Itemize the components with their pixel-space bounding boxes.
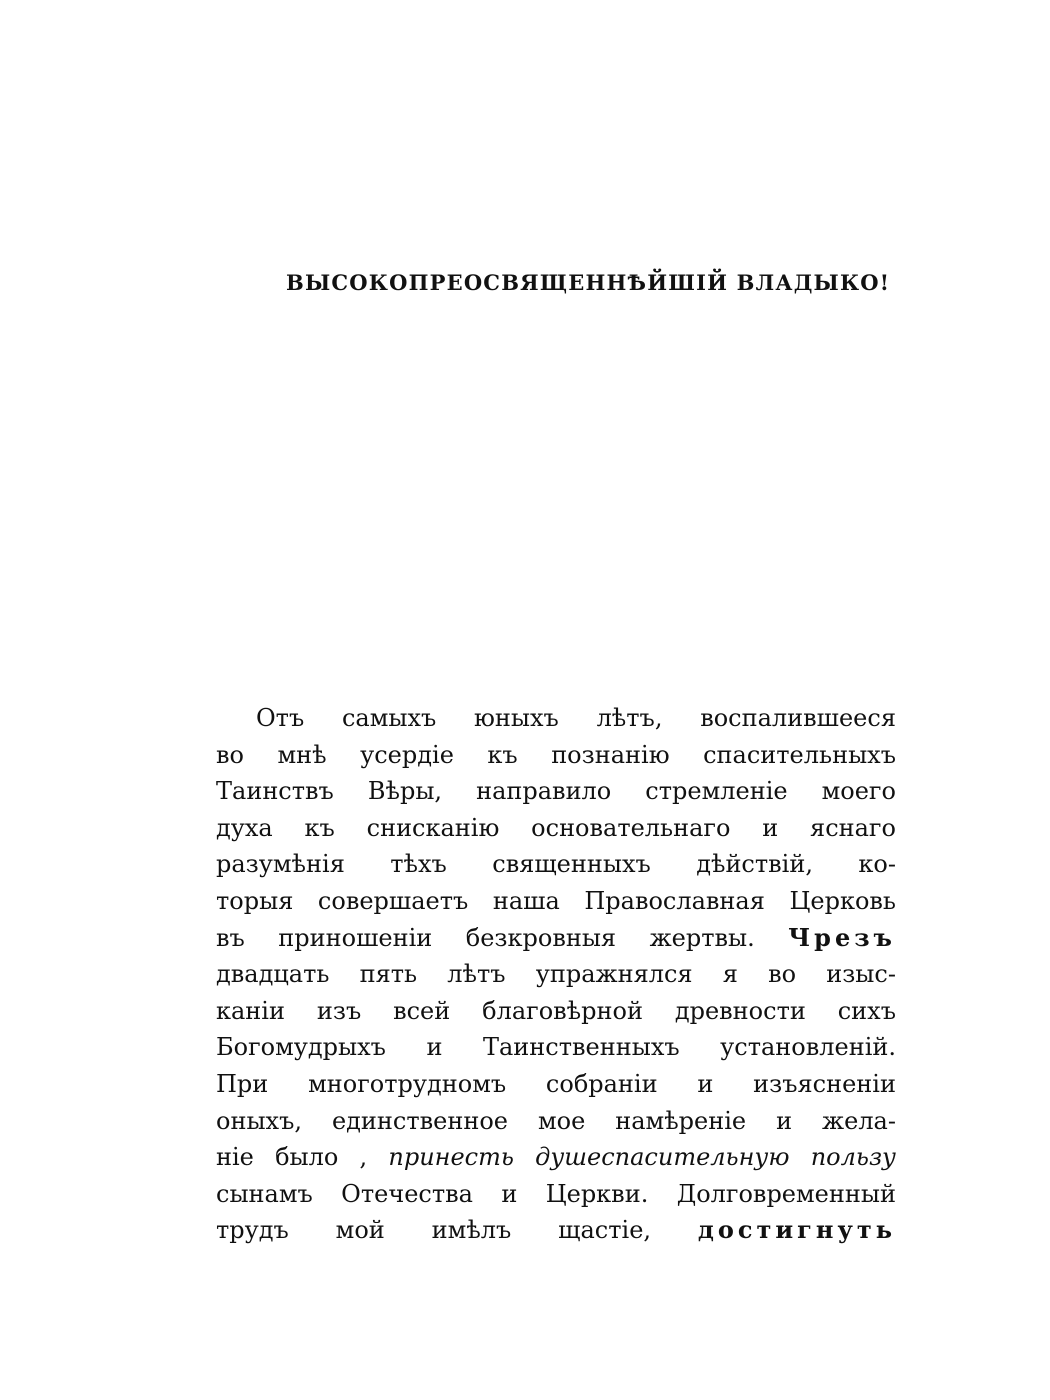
word: познанію: [551, 740, 670, 769]
word: я: [722, 960, 738, 989]
word: самыхъ: [341, 704, 437, 732]
word: имѣлъ: [431, 1216, 512, 1245]
word: упражнялся: [535, 960, 693, 989]
word: При: [216, 1069, 269, 1098]
word: душеспасительную: [535, 1143, 790, 1172]
word: всей: [393, 996, 451, 1025]
word: мое: [537, 1106, 586, 1135]
word: моего: [821, 777, 896, 806]
word: сынамъ: [216, 1179, 313, 1208]
word: мнѣ: [277, 740, 327, 769]
word: приношеніи: [278, 923, 433, 952]
word: священныхъ: [492, 850, 651, 879]
word: двадцать: [216, 960, 330, 989]
word: было: [275, 1143, 339, 1172]
word: Отъ: [256, 704, 305, 732]
word: Богомудрыхъ: [216, 1033, 386, 1062]
word: Долговременный: [676, 1179, 896, 1208]
word: единственное: [331, 1106, 508, 1135]
text-line: [216, 1066, 896, 1103]
dedication-heading: ВЫСОКОПРЕОСВЯЩЕННѢЙШІЙ ВЛАДЫКО!: [286, 270, 891, 295]
text-line: [216, 810, 896, 847]
word: Церкви.: [545, 1179, 649, 1208]
word: изыс-: [826, 960, 896, 989]
word: усердіе: [360, 740, 454, 769]
text-line: [216, 883, 896, 920]
word: оныхъ,: [216, 1106, 302, 1135]
text-line: [216, 773, 896, 810]
text-line: [216, 846, 896, 883]
word: къ: [487, 740, 518, 769]
word: ко-: [858, 850, 896, 879]
word: лѣтъ,: [596, 704, 663, 732]
word: Церковь: [789, 886, 896, 915]
text-line: [216, 737, 896, 774]
word: принесть: [388, 1143, 514, 1172]
word: древности: [674, 996, 806, 1025]
word: изъ: [316, 996, 362, 1025]
word: стремленіе: [645, 777, 788, 806]
text-line: [216, 1103, 896, 1140]
word: спасительныхъ: [703, 740, 896, 769]
word: жела-: [822, 1106, 896, 1135]
word: многотрудномъ: [308, 1069, 507, 1098]
word: воспалившееся: [700, 704, 896, 732]
word: собраніи: [545, 1069, 658, 1098]
word: пользу: [810, 1143, 896, 1172]
text-line: [216, 1139, 896, 1176]
text-line: [216, 1176, 896, 1213]
word: трудъ: [216, 1216, 289, 1245]
word: направило: [476, 777, 612, 806]
word: основательнаго: [531, 813, 731, 842]
dedication-body: [216, 700, 896, 1249]
word: Отечества: [341, 1179, 473, 1208]
word: лѣтъ: [447, 960, 506, 989]
word: мой: [335, 1216, 385, 1245]
text-line: [216, 1212, 896, 1249]
word: Таинственныхъ: [482, 1033, 680, 1062]
word: установленій.: [720, 1033, 896, 1062]
word: снисканію: [366, 813, 500, 842]
word: и: [762, 813, 779, 842]
word: Чрезъ: [788, 922, 896, 952]
text-line: [216, 700, 896, 737]
word: Таинствъ: [216, 777, 334, 806]
text-line: [216, 1029, 896, 1066]
word: разумѣнія: [216, 850, 345, 879]
word: жертвы.: [649, 923, 755, 952]
word: Православная: [584, 886, 765, 915]
word: во: [216, 740, 244, 769]
word: тѣхъ: [390, 850, 447, 879]
word: юныхъ: [474, 704, 559, 732]
word: щастіе,: [558, 1216, 652, 1245]
word: изъясненіи: [753, 1069, 896, 1098]
word: къ: [304, 813, 335, 842]
word: пять: [359, 960, 418, 989]
word: и: [501, 1179, 518, 1208]
word: духа: [216, 813, 273, 842]
word: торыя: [216, 886, 294, 915]
word: яснаго: [810, 813, 896, 842]
word: во: [768, 960, 797, 989]
word: и: [776, 1106, 793, 1135]
word: благовѣрной: [482, 996, 643, 1025]
word: въ: [216, 923, 245, 952]
text-line: [216, 920, 896, 957]
word: Вѣры,: [367, 777, 443, 806]
word: наша: [492, 886, 560, 915]
word: каніи: [216, 996, 285, 1025]
word: безкровныя: [465, 923, 617, 952]
word: совершаетъ: [317, 886, 469, 915]
text-line: [216, 993, 896, 1030]
word: и: [426, 1033, 443, 1062]
word: ніе: [216, 1143, 254, 1172]
word: достигнуть: [697, 1215, 896, 1245]
word: и: [697, 1069, 714, 1098]
word: намѣреніе: [615, 1106, 747, 1135]
word: сихъ: [837, 996, 896, 1025]
text-line: [216, 956, 896, 993]
word: дѣйствій,: [696, 850, 813, 879]
word: ,: [359, 1143, 368, 1172]
